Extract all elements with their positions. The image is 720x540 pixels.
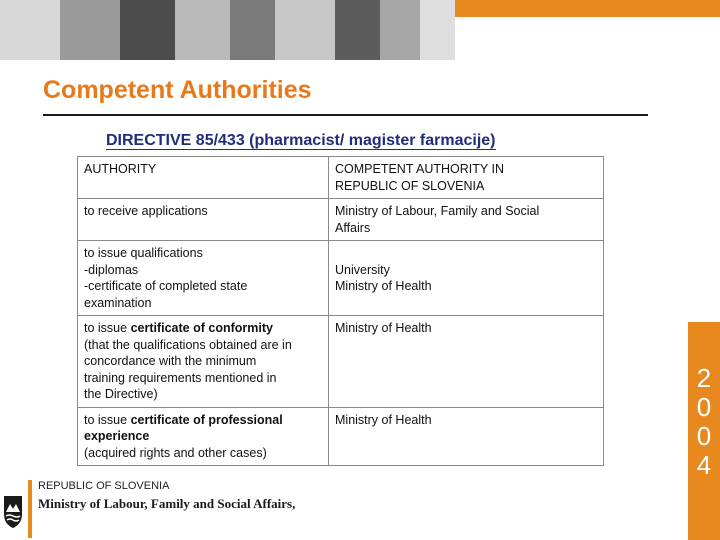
row4-left-bold2: experience — [84, 429, 150, 443]
year-digit-2: 0 — [696, 392, 712, 422]
row2-right-line2: Ministry of Health — [335, 279, 432, 293]
table-header-row — [78, 157, 604, 199]
row4-left-line3: (acquired rights and other cases) — [84, 445, 267, 460]
row1-right-line1: Ministry of Labour, Family and Social — [335, 204, 540, 218]
row3-competent — [329, 316, 604, 408]
directive-text: DIRECTIVE 85/433 (pharmacist/ magister farmacije) — [106, 132, 496, 149]
row2-left-line3: -certificate of completed state — [84, 279, 248, 293]
row4-competent — [329, 407, 604, 466]
row3-left-bold: certificate of conformity — [130, 321, 273, 335]
directive-heading — [106, 132, 496, 150]
table-row — [78, 241, 604, 316]
year-digit-3: 0 — [696, 421, 712, 451]
banner-photo-4 — [175, 0, 230, 60]
table-row — [78, 316, 604, 408]
table-row — [78, 199, 604, 241]
page-title: Competent Authorities — [43, 76, 312, 104]
year-digit-1: 2 — [696, 363, 712, 393]
row3-left-line4: training requirements mentioned in — [84, 370, 277, 385]
row1-competent — [329, 199, 604, 241]
year-digit-4: 4 — [696, 450, 712, 480]
header-authority: AUTHORITY — [78, 157, 329, 199]
row3-left-line2: (that the qualifications obtained are in — [84, 337, 292, 352]
banner-photo-1 — [0, 0, 60, 60]
row3-left-line5: the Directive) — [84, 387, 158, 401]
footer-accent-bar — [28, 480, 32, 538]
row3-left-prefix: to issue — [84, 321, 131, 335]
row3-right-line1: Ministry of Health — [335, 321, 432, 335]
banner-photo-5 — [230, 0, 275, 60]
row4-right-line1: Ministry of Health — [335, 412, 432, 427]
photo-banner — [0, 0, 455, 60]
year-sidebar — [688, 322, 720, 540]
banner-photo-2 — [60, 0, 120, 60]
header-competent-authority — [329, 157, 604, 199]
row1-authority — [78, 199, 329, 241]
top-accent-bar — [455, 0, 720, 17]
header-competent-line1: COMPETENT AUTHORITY IN — [335, 162, 505, 176]
row2-left-line4: examination — [84, 295, 152, 310]
row3-authority — [78, 316, 329, 408]
banner-photo-7 — [335, 0, 380, 60]
banner-photo-8 — [380, 0, 420, 60]
authority-table — [77, 156, 604, 466]
row4-left-prefix: to issue — [84, 412, 131, 427]
row1-left-line1: to receive applications — [84, 204, 208, 218]
banner-photo-6 — [275, 0, 335, 60]
row4-left-bold: certificate of professional — [130, 412, 283, 427]
banner-photo-3 — [120, 0, 175, 60]
row2-left-line2: -diplomas — [84, 262, 139, 277]
table-row — [78, 407, 604, 466]
slovenia-crest-icon — [2, 492, 24, 530]
footer-ministry: Ministry of Labour, Family and Social Affairs, — [38, 496, 296, 511]
year-digits — [688, 364, 720, 480]
row2-competent — [329, 241, 604, 316]
banner-photo-9 — [420, 0, 455, 60]
title-divider — [43, 114, 648, 116]
row4-authority — [78, 407, 329, 466]
header-competent-line2: REPUBLIC OF SLOVENIA — [335, 178, 485, 193]
row2-authority — [78, 241, 329, 316]
row3-left-line3: concordance with the minimum — [84, 354, 257, 368]
footer-country: REPUBLIC OF SLOVENIA — [38, 480, 170, 492]
row2-right-line1: University — [335, 262, 390, 277]
row2-left-line1: to issue qualifications — [84, 246, 203, 260]
row1-right-line2: Affairs — [335, 220, 371, 235]
